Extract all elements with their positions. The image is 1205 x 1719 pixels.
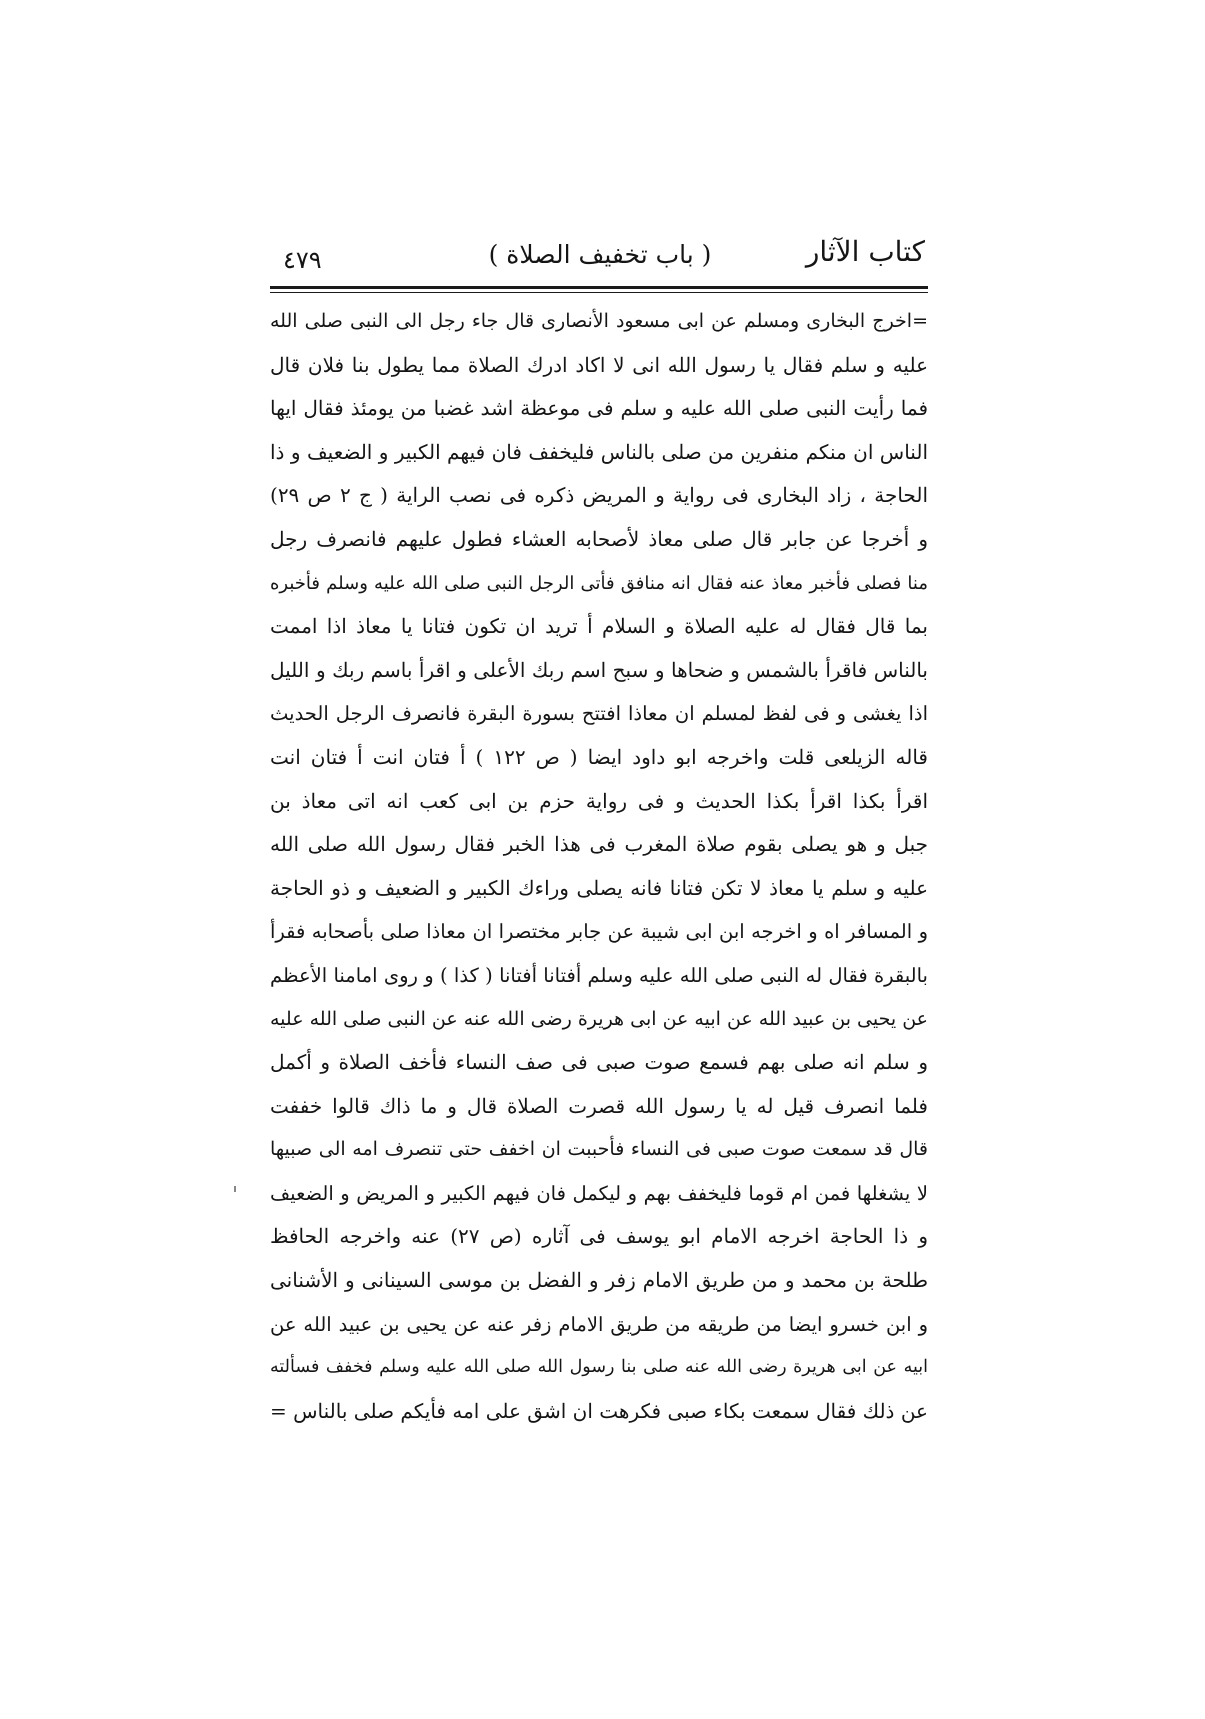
text-line: بما قال فقال له علیه الصلاة و السلام أ ترید ان تکون فتانا یا معاذ اذا اممت	[270, 614, 928, 639]
text-line: بالبقرة فقال له النبی صلی الله علیه وسلم أفتانا أفتانا ( کذا ) و روی امامنا الأعظم	[270, 963, 928, 987]
text-line: لا یشغلها فمن ام قوما فلیخفف بهم و لیکمل فان فیهم الکبیر و المریض و الضعیف	[270, 1181, 928, 1205]
text-line: عن یحیی بن عبید الله عن ابیه عن ابی هریرة رضی الله عنه عن النبی صلی الله علیه	[270, 1007, 928, 1030]
text-line: فلما انصرف قیل له یا رسول الله قصرت الصلاة قال و ما ذاك قالوا خففت	[270, 1093, 928, 1118]
text-line: و ذا الحاجة اخرجه الامام ابو یوسف فی آثاره (ص ٢٧) عنه واخرجه الحافظ	[270, 1224, 928, 1249]
text-line: اذا یغشی و فی لفظ لمسلم ان معاذا افتتح بسورة البقرة فانصرف الرجل الحدیث	[270, 702, 928, 726]
text-line: جبل و هو یصلی بقوم صلاة المغرب فی هذا الخبر فقال رسول الله صلی الله	[270, 832, 928, 857]
text-line: بالناس فاقرأ بالشمس و ضحاها و سبح اسم ربك الأعلی و اقرأ باسم ربك و اللیل	[270, 657, 928, 682]
text-line: اقرأ بکذا اقرأ بکذا الحدیث و فی روایة حزم بن ابی کعب انه اتی معاذ بن	[270, 788, 928, 813]
text-line: و ابن خسرو ایضا من طریقه من طریق الامام زفر عنه عن یحیی بن عبید الله عن	[270, 1312, 928, 1336]
header-rule-thick	[270, 286, 928, 289]
running-header	[275, 230, 925, 280]
book-title: كتاب الآثار	[805, 235, 925, 268]
text-line: فما رأیت النبی صلی الله علیه و سلم فی موعظة اشد غضبا من یومئذ فقال ایها	[270, 396, 928, 421]
footnote-text-block	[270, 300, 928, 1435]
text-line: الحاجة ، زاد البخاری فی روایة و المریض ذکره فی نصب الرایة ( ج ٢ ص ٢٩)	[270, 483, 928, 508]
text-line: طلحة بن محمد و من طریق الامام زفر و الفضل بن موسی السینانی و الأشنانی	[270, 1268, 928, 1293]
text-line: و المسافر اه و اخرجه ابن ابی شیبة عن جابر مختصرا ان معاذا صلی بأصحابه فقرأ	[270, 920, 928, 944]
text-line: قاله الزیلعی قلت واخرجه ابو داود ایضا ( ص ١٢٢ ) أ فتان انت أ فتان انت	[270, 744, 928, 769]
text-line: منا فصلی فأخبر معاذ عنه فقال انه منافق فأتی الرجل النبی صلی الله علیه وسلم فأخبره	[270, 572, 928, 594]
text-line: ابیه عن ابی هریرة رضی الله عنه صلی بنا رسول الله صلی الله علیه وسلم فخفف فسألته	[270, 1357, 928, 1378]
text-line: قال قد سمعت صوت صبی فی النساء فأحببت ان اخفف حتی تنصرف امه الی صبیها	[270, 1138, 928, 1161]
header-rule-thin	[270, 292, 928, 293]
text-line: و سلم انه صلی بهم فسمع صوت صبی فی صف النساء فأخف الصلاة و أکمل	[270, 1050, 928, 1075]
text-line: عن ذلك فقال سمعت بکاء صبی فکرهت ان اشق علی امه فأیکم صلی بالناس =	[270, 1398, 928, 1423]
page-number: ٤٧٩	[283, 246, 322, 274]
margin-speck	[234, 1186, 236, 1192]
text-line: الناس ان منکم منفرین من صلی بالناس فلیخفف فان فیهم الکبیر و الضعیف و ذا	[270, 439, 928, 464]
text-line: علیه و سلم فقال یا رسول الله انی لا اکاد ادرك الصلاة مما یطول بنا فلان قال	[270, 352, 928, 377]
text-line: و أخرجا عن جابر قال صلی معاذ لأصحابه العشاء فطول علیهم فانصرف رجل	[270, 526, 928, 551]
text-line: علیه و سلم یا معاذ لا تکن فتانا فانه یصلی وراءك الکبیر و الضعیف و ذو الحاجة	[270, 875, 928, 900]
chapter-title: ( باب تخفيف الصلاة )	[488, 240, 712, 269]
text-line: =اخرج البخاری ومسلم عن ابی مسعود الأنصاری قال جاء رجل الی النبی صلی الله	[270, 310, 928, 332]
